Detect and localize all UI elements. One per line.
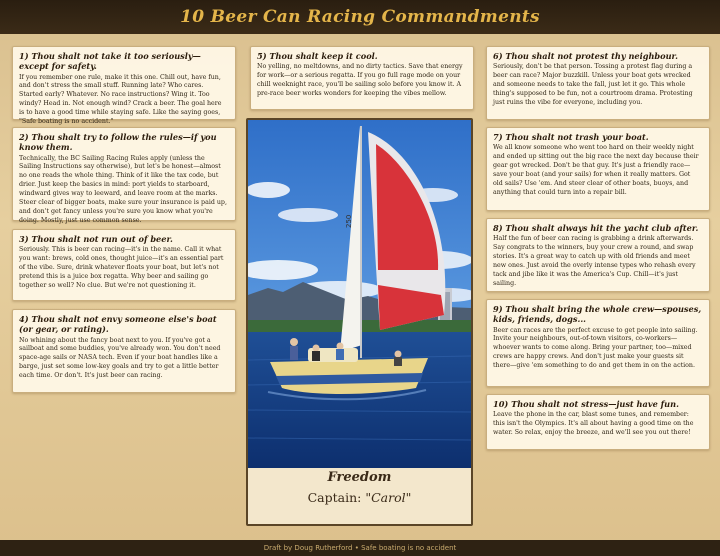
commandment-card-9 [486, 299, 710, 387]
commandment-title: 3) Thou shalt not run out of beer. [19, 234, 173, 244]
commandment-body: Leave the phone in the car, blast some tunes, and remember: this isn't the Olympics. It's all about having a good time on the water. So relax, enjoy the breeze, and we'll see you out there! [493, 411, 694, 437]
commandment-card-7 [486, 127, 710, 211]
captain-line [248, 490, 471, 505]
footer-bar [0, 540, 720, 556]
sail-number: 250 [345, 214, 353, 228]
commandment-body: Seriously, don't be that person. Tossing a protest flag during a beer can race? Major buzzkill. Unless your boat gets wrecked and someone needs to take the fall, just let it go. This whole thing's supposed to be fun, not a courtroom drama. Protesting just ruins the vibe for everyone, including you. [493, 63, 693, 106]
boat-photo-frame [246, 118, 473, 526]
commandment-title: 1) Thou shalt not take it too seriously—except for safety. [19, 51, 201, 72]
boat-name: Freedom [327, 470, 392, 485]
commandment-card-2 [12, 127, 236, 225]
commandment-title: 5) Thou shalt keep it cool. [257, 51, 378, 61]
commandment-body: Half the fun of beer can racing is grabbing a drink afterwards. Say congrats to the winners, buy your crew a round, and swap stories. It's a great way to catch up with old friends and meet new ones. Just avoid the overly intense types who rehash every tack and jibe like it was the America's Cup. Chill—it's just sailing. [493, 235, 696, 287]
commandment-title: 8) Thou shalt always hit the yacht club after. [493, 223, 699, 233]
commandment-title: 4) Thou shalt not envy someone else's boat (or gear, or rating). [19, 314, 217, 335]
captain-label: Captain: [307, 490, 362, 505]
commandment-card-6 [486, 46, 710, 120]
commandment-card-3 [12, 229, 236, 301]
commandment-title: 9) Thou shalt bring the whole crew—spouses, kids, friends, dogs... [493, 304, 702, 325]
commandment-card-8 [486, 218, 710, 292]
commandment-body: No whining about the fancy boat next to you. If you've got a sailboat and some buddies, you've already won. You don't need space-age sails or NASA tech. Even if your boat handles like a barge, just set some low-key goals and try to get a little better each time. Or don't. It's just beer can racing. [19, 336, 221, 380]
commandment-card-10 [486, 394, 710, 450]
commandment-body: Beer can races are the perfect excuse to get people into sailing. Invite your neighbours, out-of-town visitors, co-workers—whoever wants to come along. Bring your partner, too—mixed crews are happy crews. And don't just make your guests sit there—give 'em something to do and get them in on the action. [493, 326, 698, 370]
commandment-body: Technically, the BC Sailing Racing Rules apply (unless the Sailing Instructions say otherwise), but let's be honest—almost no one reads the whole thing. Think of it like the tax code, but drier. Just keep the basics in mind: port yields to starboard, windward gives way to leeward, and leave room at the marks. Steer clear of bigger boats, make sure your insurance is paid up, and don't get fancy unless you're sure you know what you're doing. Mostly, just use common sense. [19, 154, 227, 225]
commandment-title: 7) Thou shalt not trash your boat. [493, 132, 649, 142]
captain-name: "Carol" [365, 490, 412, 505]
page-title: 10 Beer Can Racing Commandments [180, 7, 540, 27]
commandment-title: 10) Thou shalt not stress—just have fun. [493, 399, 679, 409]
commandment-body: If you remember one rule, make it this one. Chill out, have fun, and don't stress the small stuff. Running late? Who cares. Started early? Whatever. No race instructions? Wing it. Too windy? Head in. Not enough wind? Crack a beer. The goal here is to have a good time while staying safe. Like the saying goes, "Safe boating is no accident." [19, 73, 222, 126]
commandment-card-5 [250, 46, 474, 110]
commandment-body: Seriously. This is beer can racing—it's in the name. Call it what you want: brews, cold ones, thought juice—it's an essential part of the vibe. Sure, drink whatever floats your boat, but let's not pretend this is a juice box regatta. Why beer and sailing go together so well? No clue. But we're not questioning it. [19, 246, 224, 289]
commandment-body: We all know someone who went too hard on their weekly night and ended up sitting out the big race the next day because their gear got wrecked. Don't be that guy. It's just a friendly race—save your boat (and your sails) for when it really matters. Got old sails? Use 'em. And steer clear of other boats, buoys, and anything that could turn into a repair bill. [493, 144, 699, 196]
sailboat-photo [248, 120, 471, 468]
footer-text: Draft by Doug Rutherford • Safe boating is no accident [263, 544, 457, 552]
photo-caption [248, 470, 471, 505]
commandment-card-4 [12, 309, 236, 393]
commandment-title: 2) Thou shalt try to follow the rules—if you know them. [19, 132, 217, 153]
commandment-title: 6) Thou shalt not protest thy neighbour. [493, 51, 678, 61]
commandment-body: No yelling, no meltdowns, and no dirty tactics. Save that energy for work—or a serious regatta. If you go full rage mode on your chill weeknight race, you'll be sailing solo before you know it. A pre-race beer works wonders for keeping the vibes mellow. [257, 63, 463, 98]
title-bar [0, 0, 720, 34]
commandment-card-1 [12, 46, 236, 126]
